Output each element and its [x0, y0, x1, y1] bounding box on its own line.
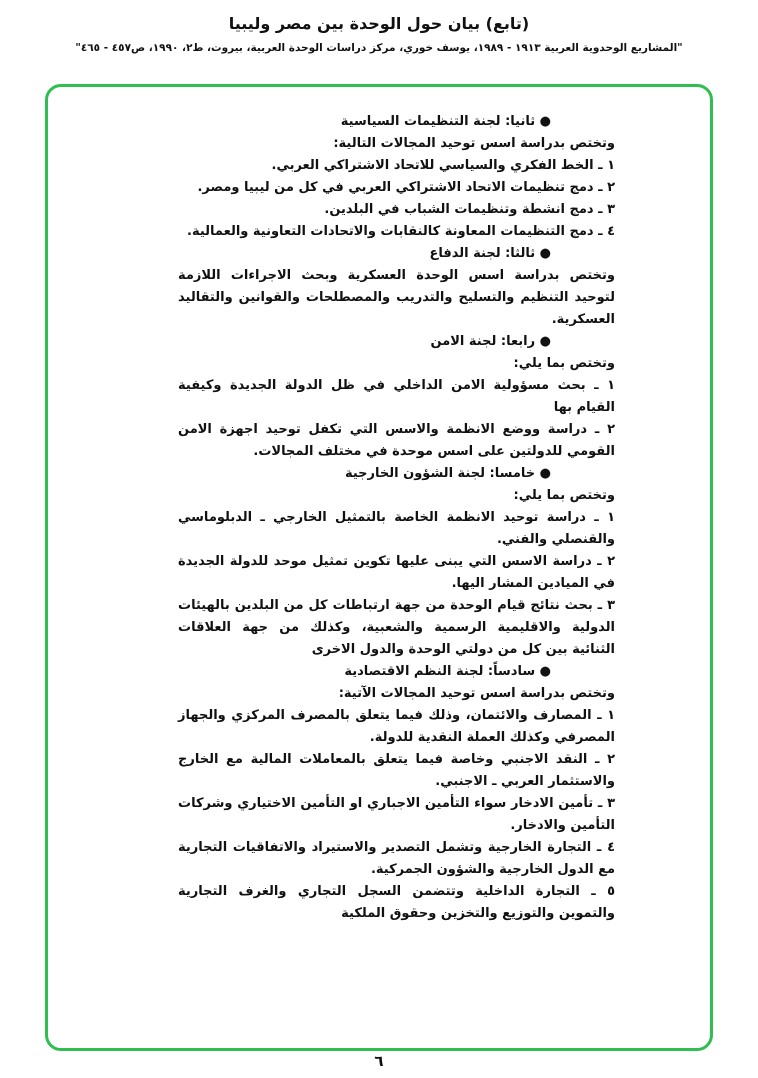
- section-heading: ● خامسا: لجنة الشؤون الخارجية: [344, 466, 551, 481]
- body-paragraph: ٣ ـ تأمين الادخار سواء التأمين الاجباري او التأمين الاختياري وشركات التأمين والادخار.: [178, 796, 615, 833]
- section-heading: ● رابعا: لجنة الامن: [430, 334, 551, 349]
- body-paragraph: ٢ ـ النقد الاجنبي وخاصة فيما يتعلق بالمعاملات المالية مع الخارج والاستثمار العربي ـ الاجنبي.: [178, 752, 615, 789]
- document-title: (تابع) بيان حول الوحدة بين مصر وليبيا: [228, 14, 530, 33]
- body-paragraph: ٣ ـ بحث نتائج قيام الوحدة من جهة ارتباطات كل من البلدين بالهيئات الدولية والاقليمية الرسمية والشعبية، وكذلك من جهة العلاقات الثنائية بين كل من دولتي الوحدة والدول الاخرى: [178, 598, 615, 657]
- body-paragraph: وتختص بدراسة اسس توحيد المجالات الآتية:: [338, 686, 615, 701]
- page-footer: [0, 1052, 758, 1070]
- body-paragraph: ١ ـ دراسة توحيد الانظمة الخاصة بالتمثيل الخارجي ـ الدبلوماسي والقنصلي والفني.: [178, 510, 615, 547]
- body-paragraph: وتختص بما يلي:: [513, 356, 615, 371]
- body-paragraph: ٤ ـ دمج التنظيمات المعاونة كالنقابات والاتحادات التعاونية والعمالية.: [187, 224, 615, 239]
- body-paragraph: ٣ ـ دمج انشطة وتنظيمات الشباب في البلدين.: [324, 202, 615, 217]
- section-heading: ● ثالثا: لجنة الدفاع: [429, 246, 551, 261]
- body-paragraph: ١ ـ الخط الفكري والسياسي للاتحاد الاشتراكي العربي.: [271, 158, 615, 173]
- green-border-frame: [45, 84, 713, 1051]
- source-citation: "المشاريع الوحدوية العربية ١٩١٣ - ١٩٨٩، يوسف خوري، مركز دراسات الوحدة العربية، بيروت، ط٢، ١٩٩٠، ص٤٥٧ - ٤٦٥": [75, 42, 683, 54]
- body-paragraph: وتختص بدراسة اسس توحيد المجالات التالية:: [333, 136, 615, 151]
- section-heading: ● سادساً: لجنة النظم الاقتصادية: [344, 664, 551, 679]
- body-paragraph: ٤ ـ التجارة الخارجية وتشمل التصدير والاستيراد والاتفاقيات التجارية مع الدول الخارجية والشؤون الجمركية.: [178, 840, 615, 877]
- body-paragraph: وتختص بدراسة اسس الوحدة العسكرية وبحث الاجراءات اللازمة لتوحيد التنظيم والتسليح والتدريب والمصطلحات والقوانين والتقاليد العسكرية.: [178, 268, 615, 327]
- page-header: [0, 14, 758, 54]
- body-paragraph: ٢ ـ دمج تنظيمات الاتحاد الاشتراكي العربي في كل من ليبيا ومصر.: [197, 180, 615, 195]
- body-paragraph: ١ ـ بحث مسؤولية الامن الداخلي في ظل الدولة الجديدة وكيفية القيام بها: [178, 378, 615, 415]
- body-paragraph: ١ ـ المصارف والائتمان، وذلك فيما يتعلق بالمصرف المركزي والجهاز المصرفي وكذلك العملة النقدية للدولة.: [178, 708, 615, 745]
- body-paragraph: ٢ ـ دراسة الاسس التي يبنى عليها تكوين تمثيل موحد للدولة الجديدة في الميادين المشار اليها.: [178, 554, 615, 591]
- page-number: ٦: [374, 1052, 384, 1070]
- body-paragraph: وتختص بما يلي:: [513, 488, 615, 503]
- body-paragraph: ٢ ـ دراسة ووضع الانظمة والاسس التي تكفل توحيد اجهزة الامن القومي للدولتين على اسس موحدة في مختلف المجالات.: [178, 422, 615, 459]
- body-text: [178, 111, 615, 925]
- section-heading: ● ثانيا: لجنة التنظيمات السياسية: [340, 114, 551, 129]
- body-paragraph: ٥ ـ التجارة الداخلية وتتضمن السجل التجاري والغرف التجارية والتموين والتوزيع والتخزين وحقوق الملكية: [178, 884, 615, 921]
